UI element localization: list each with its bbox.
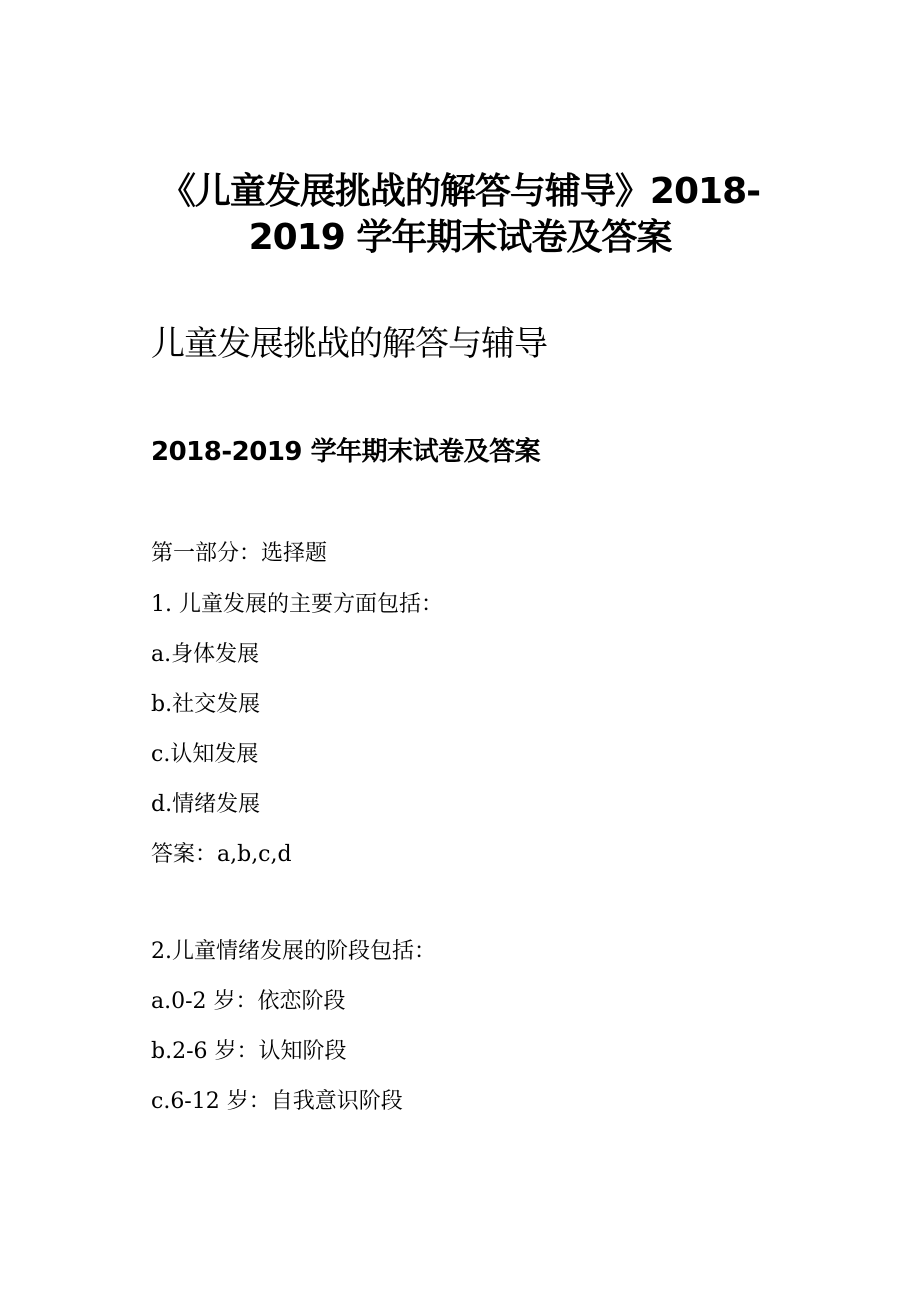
q2-option-c: c.6-12 岁：自我意识阶段 <box>151 1089 403 1114</box>
q1-option-a: a.身体发展 <box>151 642 260 667</box>
q1-option-b: b.社交发展 <box>151 692 261 717</box>
q1-option-c: c.认知发展 <box>151 742 259 767</box>
exam-subheading: 2018-2019 学年期末试卷及答案 <box>151 437 541 467</box>
q1-option-d: d.情绪发展 <box>151 792 261 817</box>
question-2: 2.儿童情绪发展的阶段包括： <box>151 939 436 964</box>
document-title-line-1: 《儿童发展挑战的解答与辅导》2018- <box>159 171 761 212</box>
document-title-line-2: 2019 学年期末试卷及答案 <box>248 217 672 258</box>
q1-answer: 答案：a,b,c,d <box>151 842 292 867</box>
question-1: 1. 儿童发展的主要方面包括： <box>151 592 443 617</box>
section-heading: 第一部分：选择题 <box>151 541 328 566</box>
q2-option-a: a.0-2 岁：依恋阶段 <box>151 989 346 1014</box>
q2-option-b: b.2-6 岁：认知阶段 <box>151 1039 347 1064</box>
course-heading: 儿童发展挑战的解答与辅导 <box>151 324 547 364</box>
